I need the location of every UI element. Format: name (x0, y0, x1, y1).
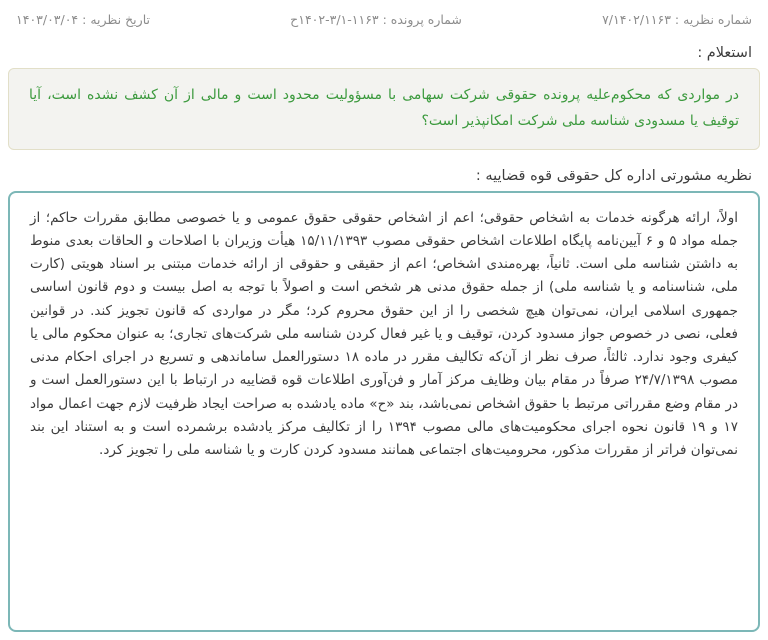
inquiry-text: در مواردی که محکوم‌علیه پرونده حقوقی شرکت سهامی با مسؤولیت محدود است و مالی از آن کشف نشده است، آیا توقیف یا مسدودی شناسه ملی شرکت امکانپذیر است؟ (29, 87, 739, 129)
inquiry-label: استعلام : (697, 45, 752, 61)
opinion-box (8, 191, 760, 632)
case-number-value: ۱۱۶۳-۳/۱-۱۴۰۲ح (290, 12, 379, 27)
case-number-label: شماره پرونده : (382, 12, 462, 27)
opinion-text: اولاً، ارائه هرگونه خدمات به اشخاص حقوقی؛ اعم از اشخاص حقوقی حقوق عمومی و یا خصوصی مطابق مقررات حاکم؛ از جمله مواد ۵ و ۶ آیین‌نامه پایگاه اطلاعات اشخاص حقوقی مصوب ۱۵/۱۱/۱۳۹۳ هیأت وزیران با اصلاحات و الحاقات بعدی منوط به داشتن شناسه ملی است. ثانیاً، بهره‌مندی اشخاص؛ اعم از حقیقی و حقوقی از ارائه خدمات مبتنی بر اسناد هویتی (کارت ملی، شناسنامه و یا شناسه ملی) از جمله حقوق مدنی هر شخص است و اصولاً با توجه به اصل بیست و دوم قانون اساسی جمهوری اسلامی ایران، نمی‌توان هیچ شخصی را از این حقوق محروم کرد؛ مگر در مواردی که قانون تجویز کند. در قوانین فعلی، نصی در خصوص جواز مسدود کردن، توقیف و یا غیر فعال کردن شناسه ملی شرکت‌های تجاری؛ به عنوان محکوم مالی یا کیفری وجود ندارد. ثالثاً، صرف نظر از آن‌که تکالیف مقرر در ماده ۱۸ دستورالعمل ساماندهی و تسریع در اجرای احکام مدنی مصوب ۲۴/۷/۱۳۹۸ صرفاً در مقام بیان وظایف مرکز آمار و فن‌آوری اطلاعات قوه قضاییه در ارتباط با این دستورالعمل است و در مقام وضع مقرراتی مرتبط با حقوق اشخاص نمی‌باشد، بند «ح» ماده یادشده به صراحت ایجاد ظرفیت لازم جهت اعمال مواد ۱۷ و ۱۹ قانون نحوه اجرای محکومیت‌های مالی مصوب ۱۳۹۴ را از تکالیف مرکز یادشده برشمرده است و به استناد این بند نمی‌توان فراتر از مقررات مذکور، محرومیت‌های اجتماعی همانند مسدود کردن کارت و یا شناسه ملی را تجویز کرد. (30, 209, 738, 458)
opinion-date-label: تاریخ نظریه : (82, 12, 150, 27)
opinion-number-label: شماره نظریه : (674, 12, 752, 27)
case-number (290, 12, 462, 27)
opinion-label: نظریه مشورتی اداره کل حقوقی قوه قضاییه : (475, 167, 752, 184)
document-meta (0, 0, 768, 27)
opinion-date-value: ۱۴۰۳/۰۳/۰۴ (16, 12, 79, 27)
opinion-section (0, 150, 768, 640)
inquiry-box (8, 68, 760, 150)
inquiry-section (0, 27, 768, 150)
opinion-number-value: ۷/۱۴۰۲/۱۱۶۳ (602, 12, 671, 27)
opinion-number (602, 12, 752, 27)
opinion-date (16, 12, 150, 27)
